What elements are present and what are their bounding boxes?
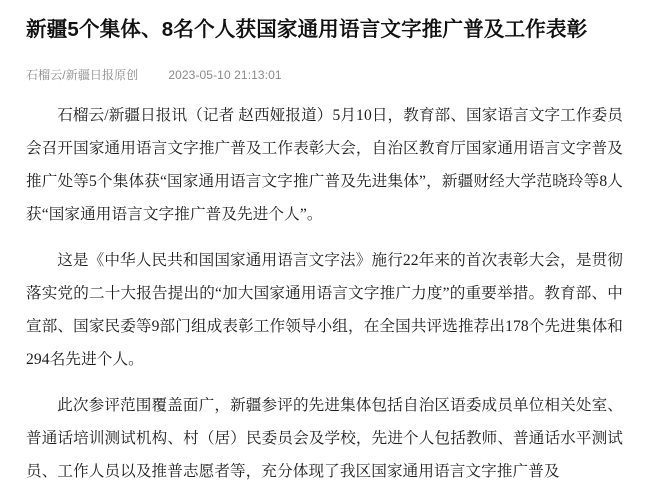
article-paragraph: 石榴云/新疆日报讯（记者 赵西娅报道）5月10日，教育部、国家语言文字工作委员会召开国家通用语言文字推广普及工作表彰大会，自治区教育厅国家通用语言文字普及推广处等5个集体获“国家通用语言文字推广普及先进集体”，新疆财经大学范晓玲等8人获“国家通用语言文字推广普及先进个人”。 xyxy=(26,107,623,223)
article-paragraph: 此次参评范围覆盖面广，新疆参评的先进集体包括自治区语委成员单位相关处室、普通话培训测试机构、村（居）民委员会及学校，先进个人包括教师、普通话水平测试员、工作人员以及推普志愿者等，充分体现了我区国家通用语言文字推广普及 xyxy=(26,397,623,480)
page-title: 新疆5个集体、8名个人获国家通用语言文字推广普及工作表彰 xyxy=(26,18,588,41)
article-paragraph: 这是《中华人民共和国国家通用语言文字法》施行22年来的首次表彰大会，是贯彻落实党的二十大报告提出的“加大国家通用语言文字推广力度”的重要举措。教育部、中宣部、国家民委等9部门组成表彰工作领导小组，在全国共评选推荐出178个先进集体和294名先进个人。 xyxy=(26,252,623,368)
article-timestamp: 2023-05-10 21:13:01 xyxy=(168,67,282,82)
article-body xyxy=(26,99,623,488)
article-source: 石榴云/新疆日报原创 xyxy=(26,68,139,82)
article-meta xyxy=(26,66,623,83)
